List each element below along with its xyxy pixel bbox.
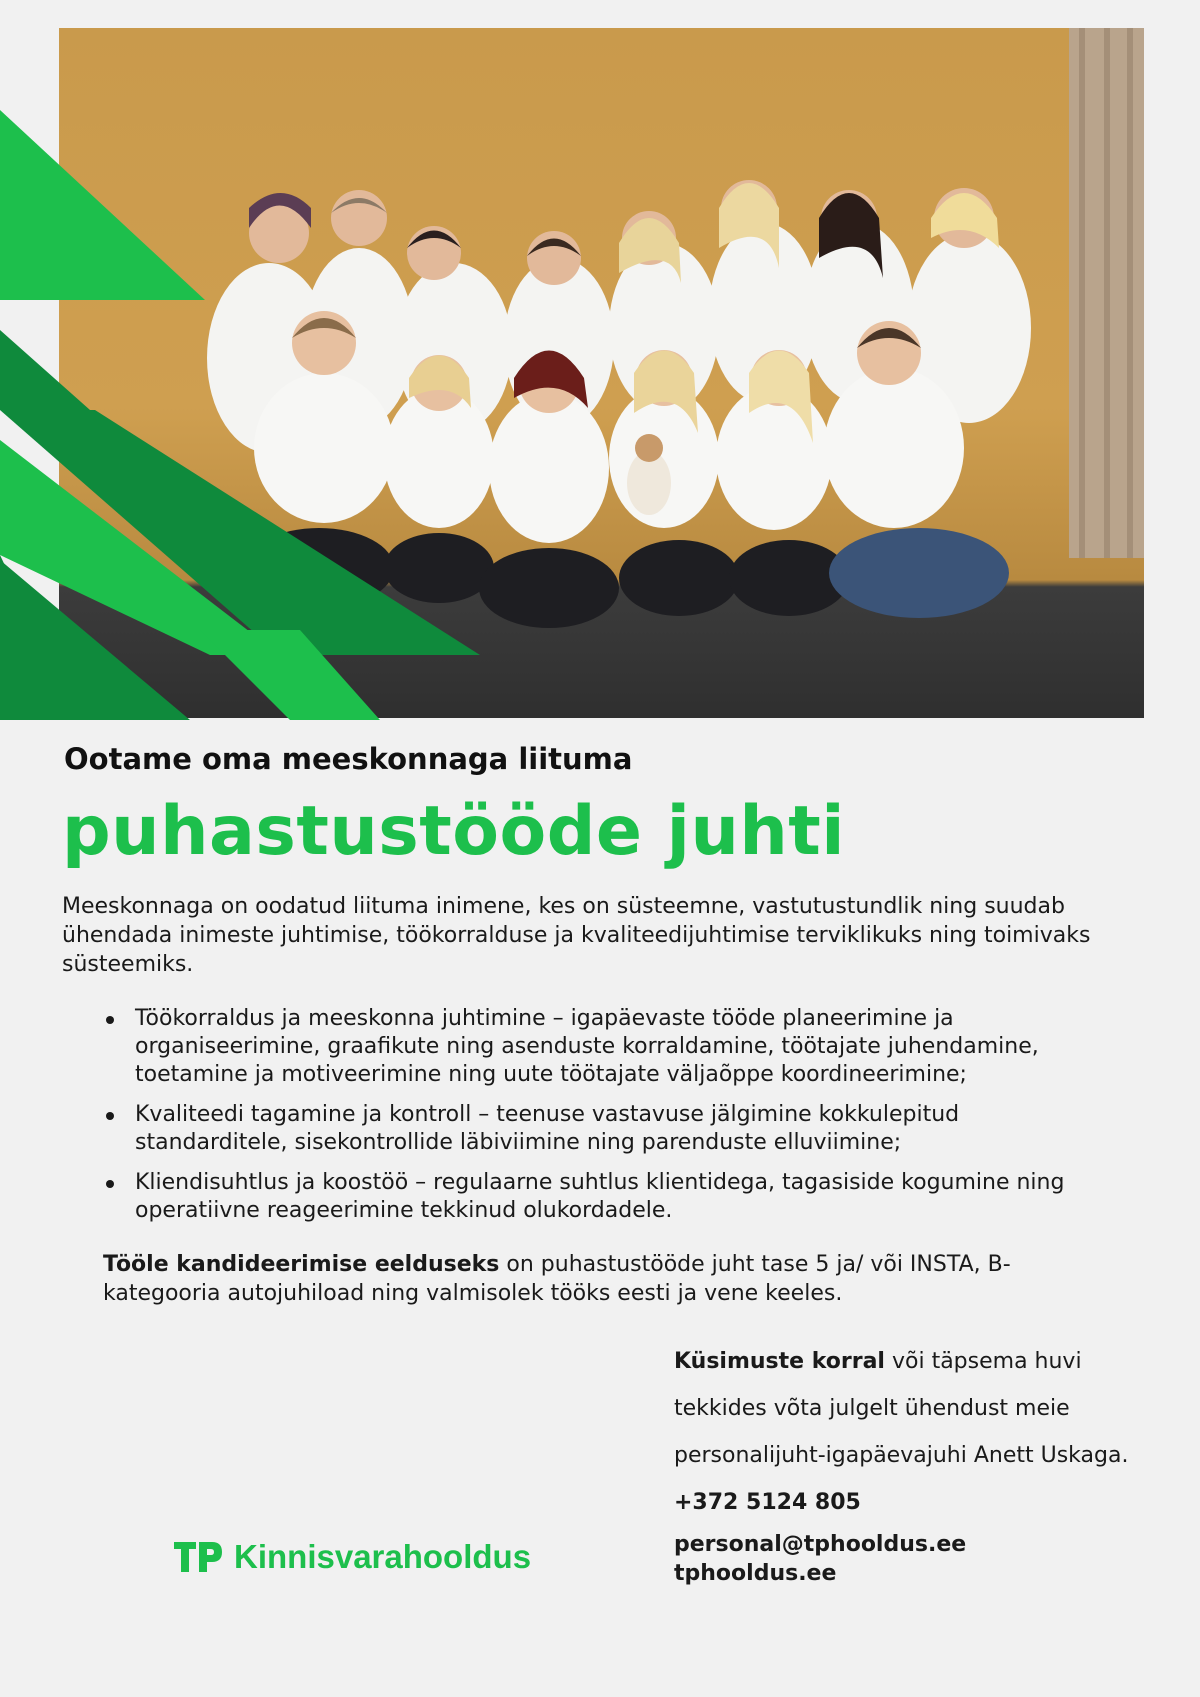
requirements-lead: Tööle kandideerimise eelduseks xyxy=(103,1252,500,1277)
contact-lead: Küsimuste korral xyxy=(674,1349,885,1374)
requirements-text: on puhastustööde juht tase 5 ja/ või INSTA, B-kategooria autojuhiload ning valmisolek tööks eesti ja vene keeles. xyxy=(103,1252,1011,1306)
contact-line-3: personalijuht-igapäevajuhi Anett Uskaga. xyxy=(674,1443,1129,1468)
logo-text: Kinnisvarahooldus xyxy=(234,1538,532,1575)
bullet-icon xyxy=(106,1112,114,1120)
contact-line-2: tekkides võta julgelt ühendust meie xyxy=(674,1396,1070,1421)
tp-logo-icon xyxy=(172,1540,224,1574)
bullet-icon xyxy=(106,1016,114,1024)
contact-line-1 xyxy=(674,1338,1174,1385)
phone-number[interactable]: +372 5124 805 xyxy=(674,1490,861,1515)
intro-paragraph: Meeskonnaga on oodatud liituma inimene, kes on süsteemne, vastutustundlik ning suudab ühendada inimeste juhtimise, töökorralduse ja kvaliteedijuhtimise terviklikuks ning toimivaks süsteemiks. xyxy=(62,894,1091,977)
contact-block xyxy=(674,1338,1174,1588)
email-link[interactable]: personal@tphooldus.ee xyxy=(674,1532,967,1557)
contact-links xyxy=(674,1530,1174,1588)
website-link[interactable]: tphooldus.ee xyxy=(674,1561,837,1586)
requirements-paragraph xyxy=(103,1250,1063,1308)
duty-text: Kvaliteedi tagamine ja kontroll – teenuse vastavuse jälgimine kokkulepitud standarditele, sisekontrollide läbiviimine ning parenduste elluviimine; xyxy=(135,1102,960,1155)
contact-text-1: või täpsema huvi xyxy=(884,1349,1082,1374)
team-photo-illustration xyxy=(59,28,1144,718)
team-photo xyxy=(59,28,1144,718)
duty-text: Kliendisuhtlus ja koostöö – regulaarne suhtlus klientidega, tagasiside kogumine ning operatiivne reageerimine tekkinud olukordadele. xyxy=(135,1170,1065,1223)
duties-list xyxy=(100,1005,1110,1237)
duty-text: Töökorraldus ja meeskonna juhtimine – igapäevaste tööde planeerimine ja organiseerimine, graafikute ning asenduste korraldamine, töötajate juhendamine, toetamine ja motiveerimine ning uute töötajate väljaõppe koordineerimine; xyxy=(135,1006,1039,1087)
list-item xyxy=(100,1005,1110,1089)
job-title: puhastustööde juhti xyxy=(62,792,846,871)
list-item xyxy=(100,1101,1110,1157)
bullet-icon xyxy=(106,1180,114,1188)
company-logo xyxy=(172,1538,531,1576)
subtitle: Ootame oma meeskonnaga liituma xyxy=(64,742,633,776)
list-item xyxy=(100,1169,1110,1225)
